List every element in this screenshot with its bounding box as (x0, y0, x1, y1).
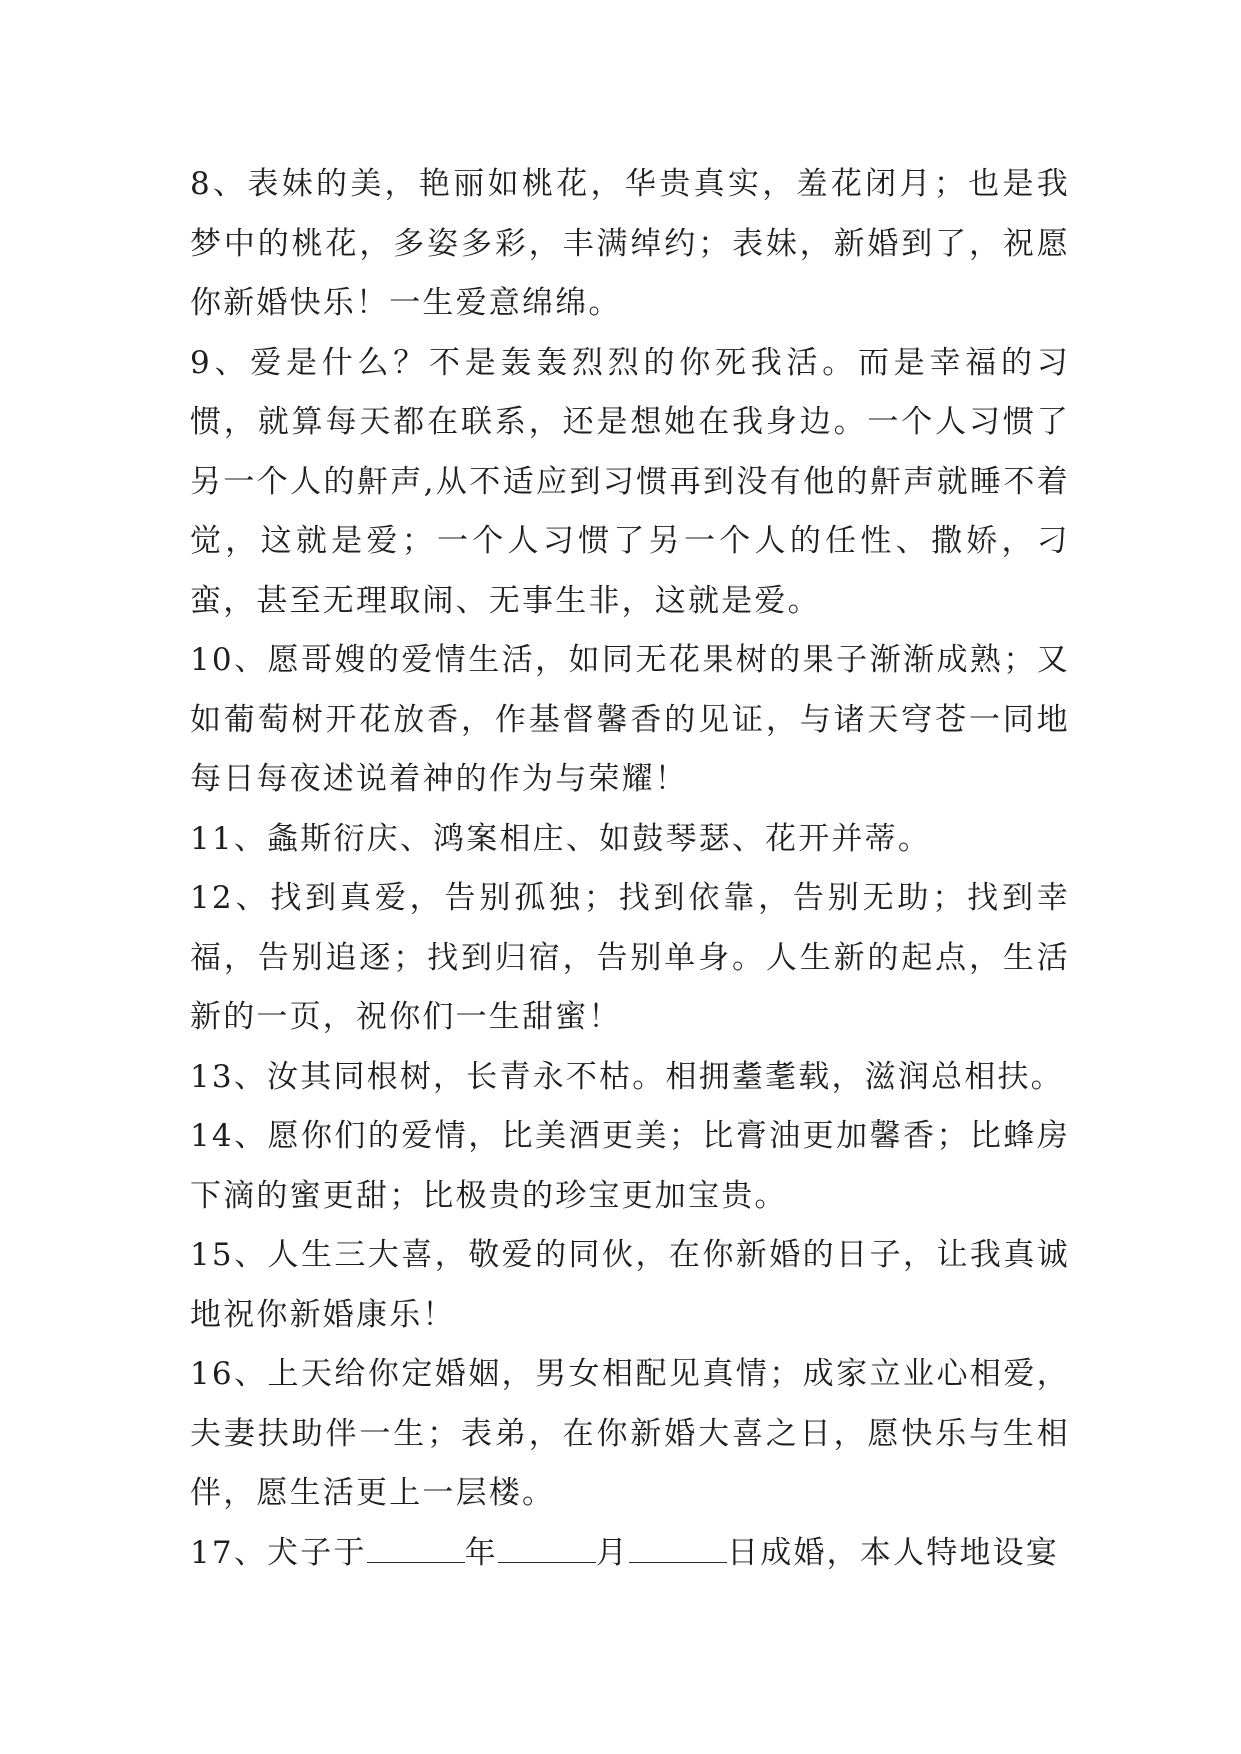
day-blank (629, 1536, 727, 1563)
paragraph-17 (190, 1524, 1070, 1584)
paragraph-16: 16、上天给你定婚姻，男女相配见真情；成家立业心相爱，夫妻扶助伴一生；表弟，在你新婚大喜之日，愿快乐与生相伴，愿生活更上一层楼。 (190, 1356, 1070, 1511)
paragraph-17-prefix: 17、犬子于 (190, 1534, 367, 1571)
paragraph-8: 8、表妹的美，艳丽如桃花，华贵真实，羞花闭月；也是我梦中的桃花，多姿多彩，丰满绰约；表妹，新婚到了，祝愿你新婚快乐！一生爱意绵绵。 (190, 166, 1070, 321)
month-unit: 月 (595, 1534, 630, 1571)
paragraph-13: 13、汝其同根树，长青永不枯。相拥耋耄载，滋润总相扶。 (190, 1058, 1064, 1095)
paragraph-17-suffix: 日成婚，本人特地设宴 (727, 1534, 1060, 1571)
paragraph-10: 10、愿哥嫂的爱情生活，如同无花果树的果子渐渐成熟；又如葡萄树开花放香，作基督馨香的见证，与诸天穹苍一同地每日每夜述说着神的作为与荣耀！ (190, 642, 1070, 797)
document-body (190, 155, 1070, 1583)
paragraph-15: 15、人生三大喜，敬爱的同伙，在你新婚的日子，让我真诚地祝你新婚康乐！ (190, 1237, 1070, 1333)
paragraph-9: 9、爱是什么？不是轰轰烈烈的你死我活。而是幸福的习惯，就算每天都在联系，还是想她在我身边。一个人习惯了另一个人的鼾声,从不适应到习惯再到没有他的鼾声就睡不着觉，这就是爱；一个人习惯了另一个人的任性、撒娇，刁蛮，甚至无理取闹、无事生非，这就是爱。 (190, 344, 1070, 619)
paragraph-11: 11、螽斯衍庆、鸿案相庄、如鼓琴瑟、花开并蒂。 (190, 820, 932, 857)
year-blank (367, 1536, 465, 1563)
month-blank (498, 1536, 596, 1563)
paragraph-14: 14、愿你们的爱情，比美酒更美；比膏油更加馨香；比蜂房下滴的蜜更甜；比极贵的珍宝更加宝贵。 (190, 1118, 1070, 1214)
year-unit: 年 (464, 1534, 498, 1571)
paragraph-12: 12、找到真爱，告别孤独；找到依靠，告别无助；找到幸福，告别追逐；找到归宿，告别单身。人生新的起点，生活新的一页，祝你们一生甜蜜！ (190, 880, 1070, 1035)
